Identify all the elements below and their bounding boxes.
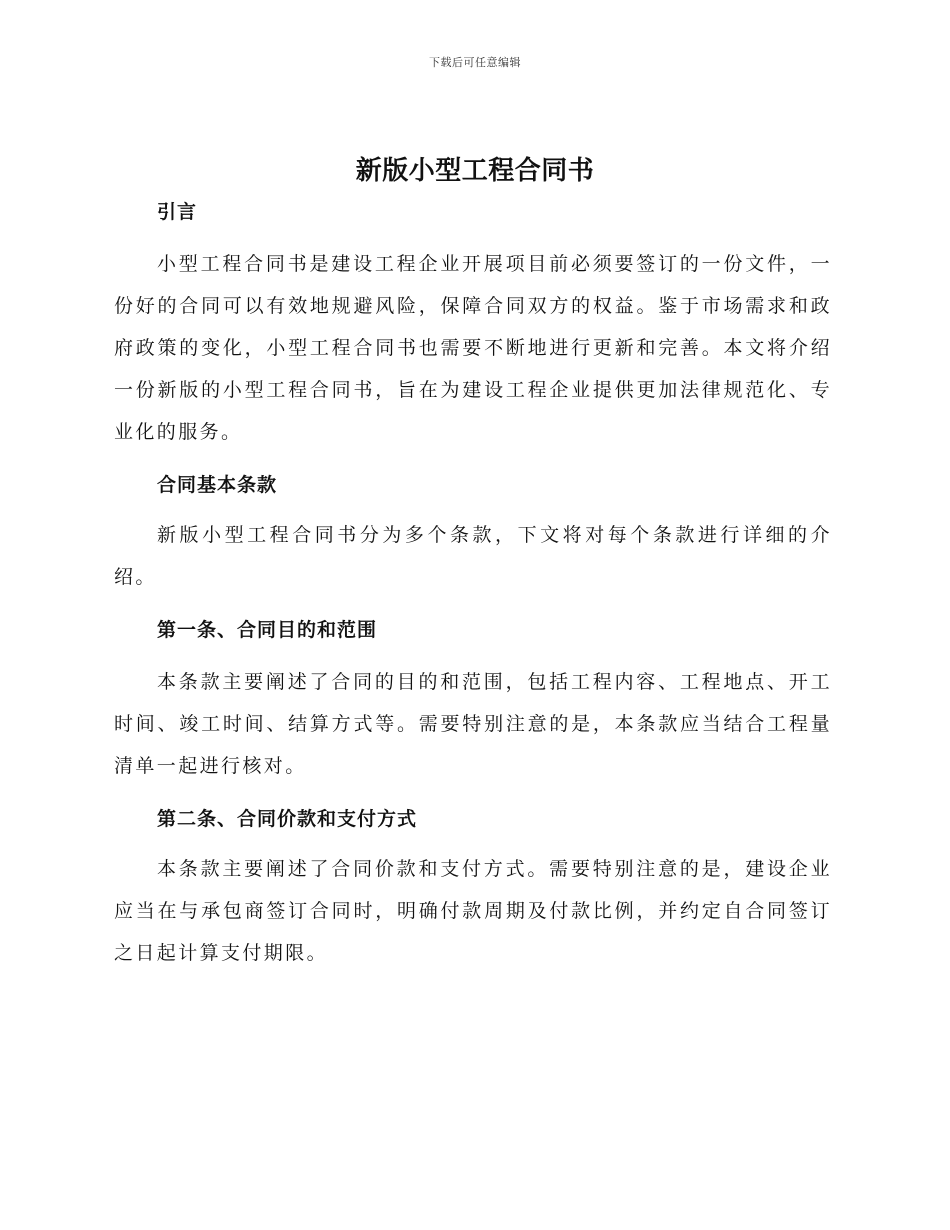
section-paragraph-article-1: 本条款主要阐述了合同的目的和范围，包括工程内容、工程地点、开工时间、竣工时间、结算方式等。需要特别注意的是，本条款应当结合工程量清单一起进行核对。	[114, 671, 832, 777]
page-header-note: 下载后可任意编辑	[429, 56, 521, 69]
section-heading-article-1: 第一条、合同目的和范围	[157, 619, 378, 641]
section-paragraph-basic-terms: 新版小型工程合同书分为多个条款，下文将对每个条款进行详细的介绍。	[114, 524, 832, 588]
section-paragraph-introduction: 小型工程合同书是建设工程企业开展项目前必须要签订的一份文件，一份好的合同可以有效地规避风险，保障合同双方的权益。鉴于市场需求和政府政策的变化，小型工程合同书也需要不断地进行更新和完善。本文将介绍一份新版的小型工程合同书，旨在为建设工程企业提供更加法律规范化、专业化的服务。	[114, 253, 832, 443]
section-heading-introduction: 引言	[157, 201, 198, 223]
document-title: 新版小型工程合同书	[355, 156, 595, 186]
section-heading-article-2: 第二条、合同价款和支付方式	[157, 808, 418, 830]
section-paragraph-article-2: 本条款主要阐述了合同价款和支付方式。需要特别注意的是，建设企业应当在与承包商签订合同时，明确付款周期及付款比例，并约定自合同签订之日起计算支付期限。	[114, 858, 832, 964]
section-heading-basic-terms: 合同基本条款	[157, 474, 278, 496]
